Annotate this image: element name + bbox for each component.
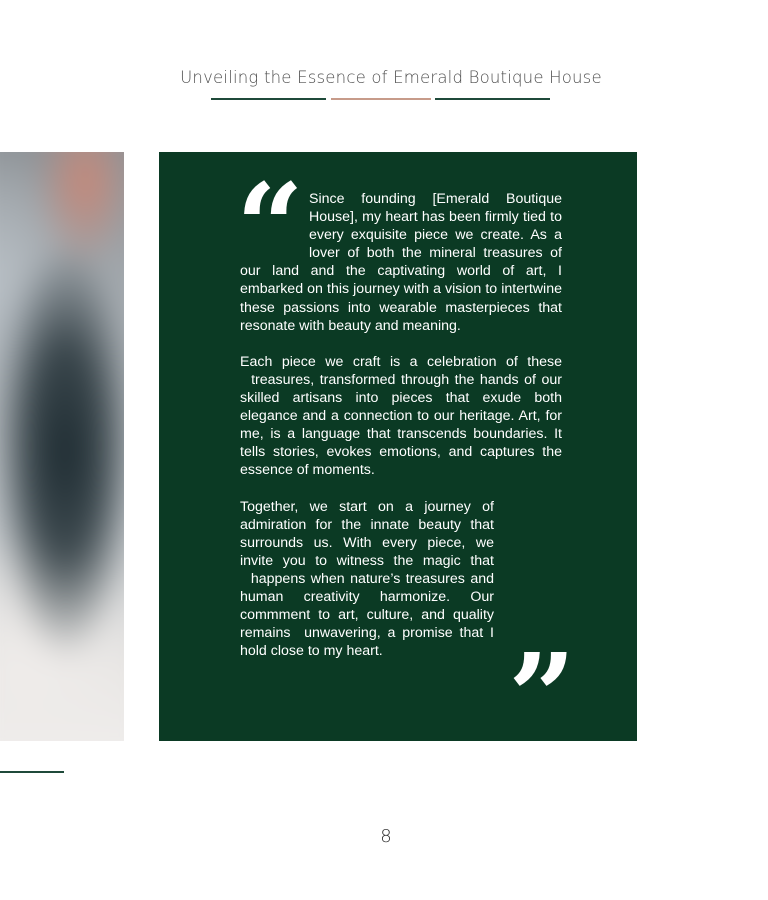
page-title: Unveiling the Essence of Emerald Boutique House [180,68,602,87]
founder-quote [240,190,562,660]
quote-paragraph-1 [240,190,562,335]
photo-accent-rule [0,771,64,773]
title-underline-left [211,98,326,100]
title-underline-right [435,98,550,100]
quote-paragraph-2: Each piece we craft is a celebration of these treasures, transformed through the hands of our skilled artisans into pieces that exude both elegance and a connection to our heritage. Art, for me, is a language that transcends boundaries. It tells stories, evokes emotions, and captures the essence of moments. [240,353,562,479]
open-quote-icon: “ [236,157,304,296]
portrait-photo-blur [0,152,124,741]
title-underline-middle [331,98,431,100]
quote-paragraph-1-text: Since founding [Emerald Boutique House], my heart has been firmly tied to every exquisite piece we create. As a lover of both the mineral treasures of our land and the captivating world of art, I embarked on this journey with a vision to intertwine these passions into wearable masterpieces that resonate with beauty and meaning. [240,191,562,334]
quote-paragraph-3-text: Together, we start on a journey of admiration for the innate beauty that surrounds us. With every piece, we invite you to witness the magic that happens when nature’s treasures and human creativity harmonize. Our commment to art, culture, and quality remains unwavering, a promise that I hold close to my heart. [240,498,494,660]
portrait-photo [0,152,124,741]
page-number: 8 [380,826,392,847]
close-quote-icon: ” [508,627,576,766]
